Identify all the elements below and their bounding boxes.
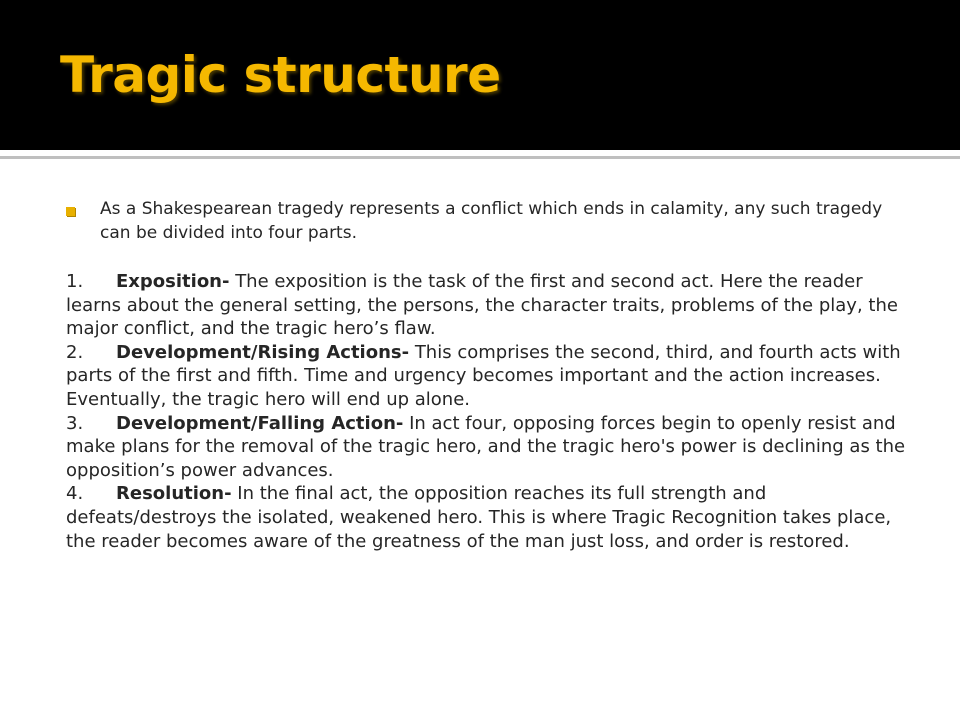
part-text: In the final act, the opposition reaches its full strength and defeats/destroys the isolated, weakened hero. This is where Tragic Recognition takes place, the reader becomes aware of the greatness of the man just loss, and order is restored.	[66, 483, 892, 552]
bullet-text: As a Shakespearean tragedy represents a conflict which ends in calamity, any such tragedy can be divided into four parts.	[100, 199, 883, 243]
part-item	[66, 482, 906, 553]
part-number: 3.	[66, 412, 84, 434]
part-number: 4.	[66, 483, 84, 505]
parts-list	[66, 270, 906, 553]
slide-title: Tragic structure	[60, 46, 501, 104]
title-band	[0, 0, 960, 150]
content-area	[0, 159, 960, 720]
part-label: Development/Falling Action-	[116, 412, 404, 434]
part-label: Development/Rising Actions-	[116, 341, 410, 363]
bullet-point	[66, 197, 906, 245]
part-text: The exposition is the task of the first and second act. Here the reader learns about the general setting, the persons, the character traits, problems of the play, the major conflict, and the tragic hero’s flaw.	[66, 271, 898, 340]
part-number: 2.	[66, 341, 84, 363]
part-text: This comprises the second, third, and fourth acts with parts of the first and fifth. Time and urgency becomes important and the action increases. Eventually, the tragic hero will end up alone.	[66, 341, 901, 410]
part-text: In act four, opposing forces begin to openly resist and make plans for the removal of the tragic hero, and the tragic hero's power is declining as the opposition’s power advances.	[66, 412, 906, 481]
part-label: Exposition-	[116, 271, 230, 292]
part-item	[66, 412, 906, 483]
part-item	[66, 270, 906, 341]
square-bullet-icon	[66, 207, 75, 216]
part-number: 1.	[66, 271, 84, 292]
part-label: Resolution-	[116, 483, 232, 505]
part-item	[66, 341, 906, 412]
